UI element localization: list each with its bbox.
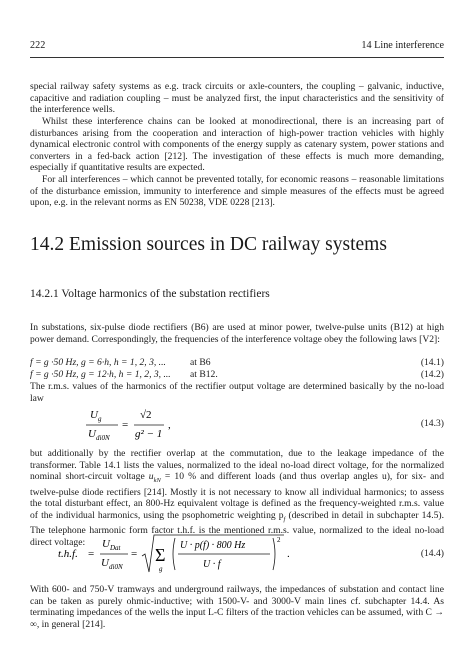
equation-14-2 (30, 369, 444, 381)
eq4-mid-num-sub: Dat (110, 544, 121, 552)
paragraph-6-pf-sub: f (283, 515, 286, 523)
paragraph-3: For all interferences – which cannot be prevented totally, for economic reasons – reasonable limitations of the disturbance emission, immunity to interference and simple measures of the effects must be agreed upon, e.g. in the relevant norms as EN 50238, VDE 0228 [213]. (30, 174, 444, 209)
eq3-den-sub: di0N (96, 434, 110, 442)
chapter-title: 14 Line interference (361, 40, 444, 51)
svg-text:=: = (122, 419, 129, 431)
equation-14-1-number: (14.1) (420, 357, 444, 368)
equation-14-1 (30, 357, 444, 369)
svg-text:=: = (131, 548, 138, 560)
eq3-rhs-den: g² − 1 (135, 428, 163, 440)
equation-14-2-condition: at B12. (190, 369, 218, 380)
eq3-comma: , (168, 419, 171, 431)
eq3-num-sub: g (98, 415, 102, 423)
eq3-den-var: U (88, 428, 96, 440)
equation-14-4-formula (58, 532, 298, 576)
equation-14-1-condition: at B6 (190, 357, 211, 368)
svg-text:=: = (88, 548, 95, 560)
eq3-num-var: U (90, 409, 98, 421)
paragraph-4: In substations, six-pulse diode rectifiers (B6) are used at minor power, twelve-pulse units (B12) at high power demand. Correspondingly, the frequencies of the interference voltage obey the following laws [V2]: (30, 322, 444, 345)
eq4-sum-index: g (159, 565, 163, 573)
equation-14-3-formula (80, 404, 180, 444)
eq4-inner-num: U · p(f) · 800 Hz (180, 540, 246, 551)
subsection-heading: 14.2.1 Voltage harmonics of the substation rectifiers (30, 288, 270, 300)
eq4-mid-den: U (101, 557, 109, 569)
equation-14-4 (30, 532, 444, 576)
paragraph-6-part-3: (described in detail in subchapter 14.5). The telephone harmonic form factor t.h.f. is the mentioned r.m.s. value, normalized to the ideal no-load direct voltage: (30, 509, 444, 548)
paragraph-6-part-2: = 10 % and different loads (and thus overlap angles u), for six- and twelve-pulse diode rectifiers [214]. Mostly it is not necessary to know all individual harmonics; to assess the total disturbant effect, an 800-Hz equivalent voltage is defined as the frequency-weighted r.m.s. value of the individual harmonics, using the psophometric weighting p (30, 471, 444, 521)
equation-14-3-number: (14.3) (420, 418, 444, 429)
equation-14-2-number: (14.2) (420, 369, 444, 380)
eq4-period: . (287, 548, 290, 560)
paragraph-5: The r.m.s. values of the harmonics of the rectifier output voltage are determined basically by the no-load law (30, 381, 444, 404)
paragraph-2: Whilst these interference chains can be looked at monodirectional, there is an increasing part of disturbances arising from the cooperation and interaction of high-power traction vehicles with highly dynamical electronic control with components of the energy supply as catenary system, power stations and converters in a fed-back action [212]. The investigation of these effects is much more demanding, especially if quantitative results are expected. (30, 116, 444, 174)
eq4-inner-den: U · f (203, 559, 221, 570)
header-rule (30, 57, 444, 58)
eq4-sum-symbol: Σ (155, 545, 166, 565)
page-number: 222 (30, 40, 46, 51)
svg-text:2: 2 (277, 536, 281, 544)
paragraph-1: special railway safety systems as e.g. track circuits or axle-counters, the coupling – galvanic, inductive, capacitive and radiation coupling – must be analyzed first, the input characteristics and the sensitivity of the interference wells. (30, 81, 444, 116)
paragraph-6-part-1: but additionally by the rectifier overlap at the commutation, due to the leakage impedance of the transformer. Table 14.1 lists the values, normalized to the ideal no-load direct voltage, for the normalized nominal short-circuit voltage (30, 448, 444, 483)
equation-14-2-expression: f = g ·50 Hz, g = 12·h, h = 1, 2, 3, ... (30, 369, 171, 380)
paragraph-6-uk: u (148, 471, 154, 483)
eq4-lhs: t.h.f. (58, 548, 78, 560)
paragraph-7: With 600- and 750-V tramways and underground railways, the impedances of substation and contact line can be taken as purely ohmic-inductive; with 1500-V- and 3000-V main lines cf. subchapter 14.4. As terminating impedances of the wells the input L-C filters of the traction vehicles can be assumed, with C → ∞, in general [214]. (30, 584, 444, 630)
equation-14-1-expression: f = g ·50 Hz, g = 6·h, h = 1, 2, 3, ... (30, 357, 166, 368)
eq4-mid-num: U (102, 538, 110, 550)
running-header (30, 40, 444, 56)
eq4-mid-den-sub: di0N (109, 563, 123, 571)
equation-14-4-number: (14.4) (420, 548, 444, 559)
paragraph-6-uk-sub: kN (153, 477, 161, 485)
equation-14-3 (30, 404, 444, 444)
eq3-rhs-num: √2 (140, 409, 152, 421)
section-heading: 14.2 Emission sources in DC railway systems (30, 234, 387, 255)
page (30, 0, 444, 669)
